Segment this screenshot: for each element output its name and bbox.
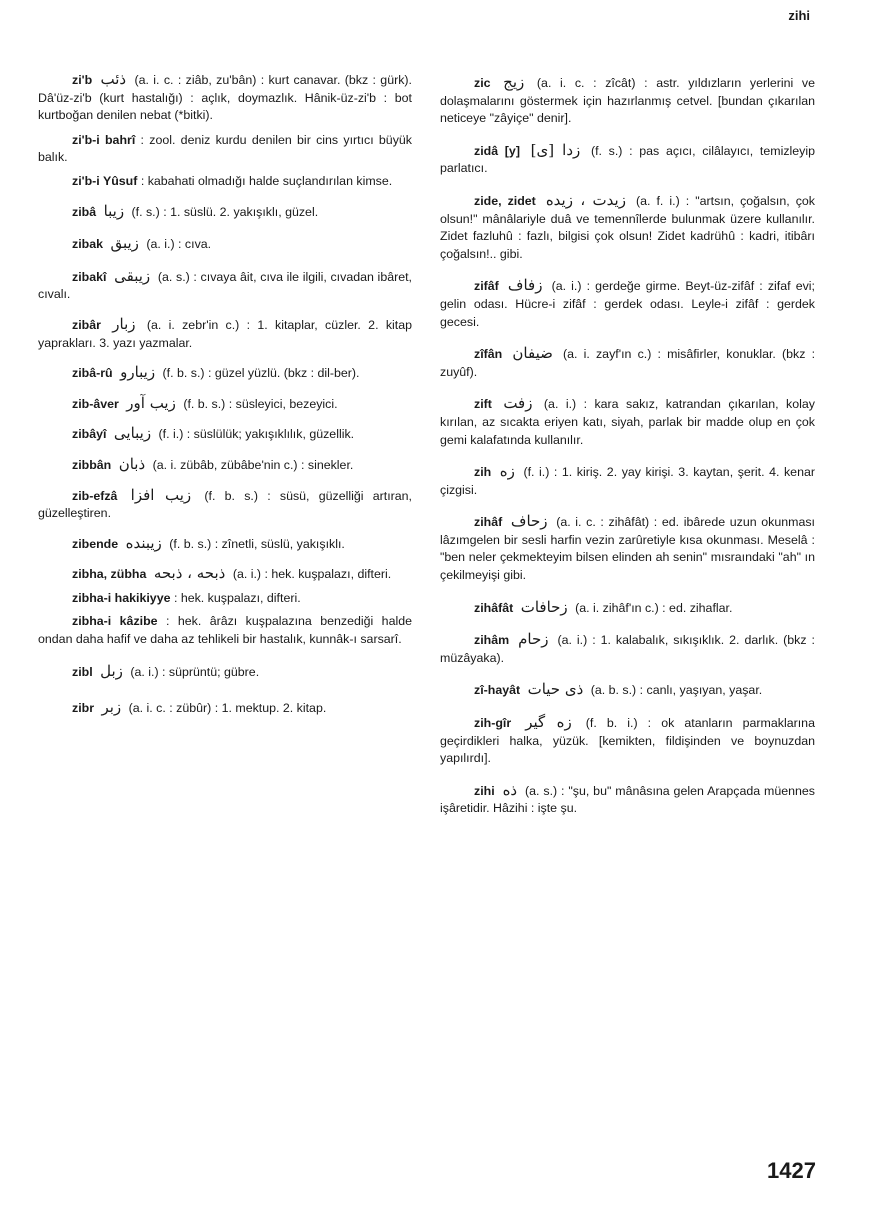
entry-arabic-script: زیبا <box>103 201 125 220</box>
dictionary-entry <box>440 631 815 667</box>
dictionary-entry <box>440 463 815 499</box>
entry-definition: (a. i.) : gerdeğe girme. Beyt-üz-zifâf : zifaf evi; gelin odası. Hücre-i zifâf : gerdek odası. Leyle-i zifâf : gerdek gecesi. <box>440 279 815 329</box>
entry-definition: : hek. kuşpalazı, difteri. <box>173 590 301 605</box>
dictionary-entry <box>38 235 412 254</box>
entry-arabic-script: زفاف <box>507 276 543 295</box>
entry-headword: zibâ <box>72 204 97 219</box>
entry-definition: (f. b. s.) : süsü, güzelliği artıran, güzelleştiren. <box>38 488 412 521</box>
entry-headword: zic <box>474 76 491 90</box>
entry-headword: zibha-i kâzibe <box>72 614 158 629</box>
dictionary-entry <box>440 277 815 331</box>
entry-headword: zifâf <box>474 279 499 294</box>
entry-arabic-script: ذی حیات <box>527 680 584 699</box>
guide-word: zihi <box>788 8 810 23</box>
entry-headword: zihâm <box>474 633 510 648</box>
entry-headword: zibende <box>72 536 119 551</box>
dictionary-entry <box>38 699 412 718</box>
dictionary-entry <box>38 613 412 648</box>
entry-definition: (a. f. i.) : "artsın, çoğalsın, çok olsun!" mânâlariyle duâ ve temennîlerde bulunmak üzere kullanılır. Zidet fazluhû : fazlı, bilgisi çok olsun! Zidet kadrühû : kadri, itibârı çoğalsın!.. gibi. <box>440 193 815 261</box>
entry-definition: (f. s.) : pas açıcı, cilâlayıcı, temizleyip parlatıcı. <box>440 143 815 176</box>
entry-definition: : kabahati olmadığı halde suçlandırılan kimse. <box>140 173 393 188</box>
entry-headword: zîfân <box>474 347 503 362</box>
entry-arabic-script: زحافات <box>520 597 568 616</box>
entry-headword: zibâr <box>72 317 101 332</box>
entry-arabic-script: زه گیر <box>525 713 572 732</box>
dictionary-entry <box>38 395 412 414</box>
entry-definition: (a. b. s.) : canlı, yaşıyan, yaşar. <box>590 683 763 698</box>
entry-arabic-script: ذئب <box>100 70 127 88</box>
dictionary-entry <box>38 132 412 167</box>
dictionary-entry <box>440 714 815 768</box>
entry-headword: zibr <box>72 701 95 716</box>
entry-arabic-script: زیبارو <box>120 363 156 382</box>
entry-headword: zibâyî <box>72 427 107 442</box>
dictionary-entry <box>440 192 815 263</box>
entry-headword: zihi <box>474 783 495 798</box>
left-column <box>38 62 412 718</box>
entry-definition: (a. s.) : "şu, bu" mânâsına gelen Arapçada müennes işâretidir. Hâzihi : işte şu. <box>440 783 815 816</box>
entry-definition: (f. b. i.) : ok atanların parmaklarına geçirdikleri halka, yüzük. [kemikten, fildişinden ve boynuzdan yapılırdı]. <box>440 716 815 766</box>
entry-definition: (a. i. zayf'ın c.) : misâfirler, konuklar. (bkz : zuyûf). <box>440 347 816 379</box>
entry-headword: zih <box>474 465 492 480</box>
entry-definition: (a. s.) : cıvaya âit, cıva ile ilgili, cıvadan ibâret, cıvalı. <box>38 269 412 302</box>
dictionary-entry <box>440 142 815 178</box>
dictionary-entry <box>38 590 412 608</box>
entry-arabic-script: زیدت ، زیده <box>545 190 626 209</box>
entry-headword: zibakî <box>72 269 107 284</box>
entry-definition: (a. i. c. : ziâb, zu'bân) : kurt canavar. (bkz : gürk). Dâ'üz-zi'b (kurt hastalığı) : açlık, doymazlık. Hânik-üz-zi'b : bot kurtboğan denilen nebat (*bitki). <box>38 73 412 123</box>
entry-definition: (a. i. zebr'in c.) : 1. kitaplar, cüzler. 2. kitap yaprakları. 3. yazı yazmalar. <box>38 317 412 350</box>
entry-arabic-script: زیبق <box>110 234 139 253</box>
dictionary-entry <box>38 487 412 523</box>
right-column <box>440 62 815 818</box>
entry-definition: (f. b. s.) : güzel yüzlü. (bkz : dil-ber). <box>162 366 360 381</box>
entry-definition: (a. i. zübâb, zübâbe'nin c.) : sinekler. <box>152 457 354 472</box>
entry-headword: zib-âver <box>72 396 119 411</box>
entry-headword: zi'b-i bahrî <box>72 132 136 147</box>
entry-headword: zi'b-i Yûsuf <box>72 173 138 188</box>
dictionary-entry <box>38 535 412 554</box>
entry-definition: : zool. deniz kurdu denilen bir cins yırtıcı büyük balık. <box>38 132 412 165</box>
entry-definition: (f. b. s.) : zînetli, süslü, yakışıklı. <box>169 536 345 551</box>
dictionary-entry <box>440 513 815 584</box>
dictionary-entry <box>38 71 412 125</box>
entry-headword: zibak <box>72 237 103 252</box>
entry-definition: (a. i. c. : zübûr) : 1. mektup. 2. kitap. <box>128 701 327 716</box>
entry-arabic-script: ذه <box>502 780 518 799</box>
entry-arabic-script: زحاف <box>510 512 548 531</box>
dictionary-entry <box>38 203 412 222</box>
entry-headword: zibha, zübha <box>72 567 147 582</box>
dictionary-entry <box>38 316 412 352</box>
entry-arabic-script: ذبحه ، ذبحه <box>153 564 226 583</box>
entry-arabic-script: زبل <box>100 661 123 680</box>
dictionary-entry <box>440 74 815 128</box>
entry-headword: zihâf <box>474 515 503 530</box>
dictionary-entry <box>38 425 412 444</box>
dictionary-entry <box>440 681 815 700</box>
entry-arabic-script: زیبایی <box>113 424 152 443</box>
entry-definition: (f. b. s.) : süsleyici, bezeyici. <box>183 396 338 411</box>
entry-headword: zibâ-rû <box>72 366 113 381</box>
entry-headword: zidâ [y] <box>474 143 520 158</box>
dictionary-entry <box>38 456 412 475</box>
entry-arabic-script: زه <box>499 462 515 481</box>
entry-headword: zibha-i hakikiyye <box>72 590 171 605</box>
entry-definition: (a. i. c. : zîcât) : astr. yıldızların yerlerini ve dolaşmalarını göstermek için hazırlanmış cetvel. [bundan çıkarılan neticeye "zâyiçe" denir]. <box>440 76 815 126</box>
entry-arabic-script: زبار <box>112 314 136 333</box>
entry-definition: (a. i.) : hek. kuşpalazı, difteri. <box>232 567 392 582</box>
dictionary-entry <box>440 395 815 449</box>
entry-headword: zih-gîr <box>474 716 512 731</box>
entry-arabic-script: زیب آور <box>126 393 176 412</box>
entry-arabic-script: زیج <box>503 73 525 91</box>
dictionary-entry <box>38 364 412 383</box>
entry-arabic-script: زیبقی <box>114 266 151 285</box>
entry-definition: : hek. ârâzı kuşpalazına benzediği halde ondan daha hafif ve daha az tehlikeli bir hastalık, kunnâk-ı sarsarî. <box>38 614 412 647</box>
entry-arabic-script: زفت <box>503 394 533 413</box>
entry-arabic-script: زحام <box>518 630 549 649</box>
entry-arabic-script: ضیفان <box>512 344 553 363</box>
entry-headword: zibbân <box>72 457 112 472</box>
entry-definition: (a. i. c. : zihâfât) : ed. ibârede uzun okunması lâzımgelen bir sesli harfin vezin zarûretiyle kısa okunması. Meselâ : "ben neler çekmekteyim bilsen elinden ah senin" mısraındaki "ah" ın çekilmeyişi gibi. <box>440 515 815 583</box>
dictionary-entry <box>38 268 412 304</box>
entry-headword: zib-efzâ <box>72 488 118 503</box>
entry-arabic-script: [ی] زدا <box>530 140 581 159</box>
entry-arabic-script: زیبنده <box>125 533 162 552</box>
entry-headword: zide, zidet <box>474 193 536 208</box>
entry-definition: (a. i.) : süprüntü; gübre. <box>130 664 260 679</box>
entry-definition: (a. i. zihâf'ın c.) : ed. zihaflar. <box>575 600 733 615</box>
dictionary-entry <box>440 599 815 618</box>
entry-headword: zift <box>474 397 492 412</box>
page-number: 1427 <box>767 1158 816 1183</box>
dictionary-entry <box>38 565 412 584</box>
entry-definition: (f. i.) : süslülük; yakışıklılık, güzellik. <box>158 427 355 442</box>
entry-definition: (a. i.) : kara sakız, katrandan çıkarılan, kolay kırılan, az sıcakta eriyen katı, siyah, parlak bir madde olup en çok gemi kalafatında kullanılır. <box>440 397 815 447</box>
entry-definition: (a. i.) : 1. kalabalık, sıkışıklık. 2. darlık. (bkz : müzâyaka). <box>440 633 815 665</box>
entry-definition: (f. i.) : 1. kiriş. 2. yay kirişi. 3. kaytan, şerit. 4. kenar çizgisi. <box>440 465 815 497</box>
entry-headword: zihâfât <box>474 600 514 615</box>
dictionary-entry <box>440 782 815 818</box>
entry-headword: zibl <box>72 664 93 679</box>
dictionary-entry <box>38 663 412 682</box>
dictionary-entry <box>440 345 815 381</box>
entry-arabic-script: زیب افزا <box>130 485 192 504</box>
entry-arabic-script: زبر <box>101 698 122 717</box>
entry-definition: (a. i.) : cıva. <box>146 237 212 252</box>
entry-headword: zi'b <box>72 73 93 87</box>
entry-arabic-script: ذبان <box>118 454 146 473</box>
entry-headword: zî-hayât <box>474 683 521 698</box>
dictionary-entry <box>38 173 412 191</box>
entry-definition: (f. s.) : 1. süslü. 2. yakışıklı, güzel. <box>131 204 319 219</box>
